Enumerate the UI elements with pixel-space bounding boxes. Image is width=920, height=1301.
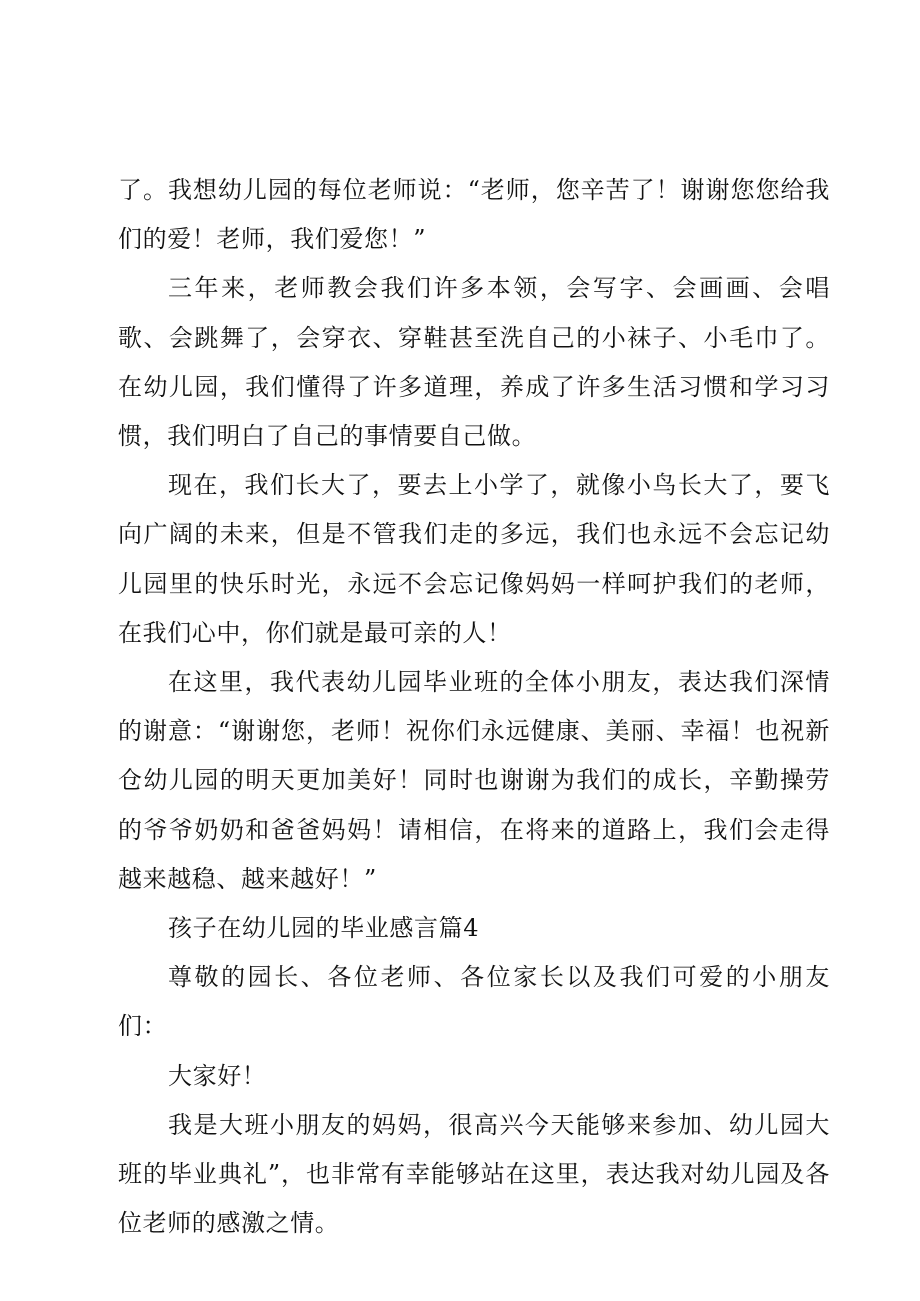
section-heading: 孩子在幼儿园的毕业感言篇4: [168, 914, 480, 943]
paragraph-growing-up: 现在，我们长大了，要去上小学了，就像小鸟长大了，要飞向广阔的未来，但是不管我们走的多远，我们也永远不会忘记幼儿园里的快乐时光，永远不会忘记像妈妈一样呵护我们的老师，在我们心中，你们就是最可亲的人！: [118, 471, 830, 647]
paragraph-three-years: 三年来，老师教会我们许多本领，会写字、会画画、会唱歌、会跳舞了，会穿衣、穿鞋甚至洗自己的小袜子、小毛巾了。在幼儿园，我们懂得了许多道理，养成了许多生活习惯和学习习惯，我们明白了自己的事情要自己做。: [118, 274, 830, 451]
greeting: 大家好！: [168, 1061, 267, 1090]
paragraph-continuation: 了。我想幼儿园的每位老师说：“老师，您辛苦了！谢谢您您给我们的爱！老师，我们爱您！”: [118, 176, 830, 254]
document-body: [118, 166, 830, 1248]
salutation: 尊敬的园长、各位老师、各位家长以及我们可爱的小朋友们：: [118, 963, 830, 1041]
paragraph-thanks: 在这里，我代表幼儿园毕业班的全体小朋友，表达我们深情的谢意：“谢谢您，老师！祝你们永远健康、美丽、幸福！也祝新仓幼儿园的明天更加美好！同时也谢谢为我们的成长，辛勤操劳的爷爷奶奶和爸爸妈妈！请相信，在将来的道路上，我们会走得越来越稳、越来越好！”: [118, 668, 830, 893]
paragraph-parent-speech: 我是大班小朋友的妈妈，很高兴今天能够来参加、幼儿园大班的毕业典礼”，也非常有幸能够站在这里，表达我对幼儿园及各位老师的感激之情。: [118, 1110, 830, 1238]
